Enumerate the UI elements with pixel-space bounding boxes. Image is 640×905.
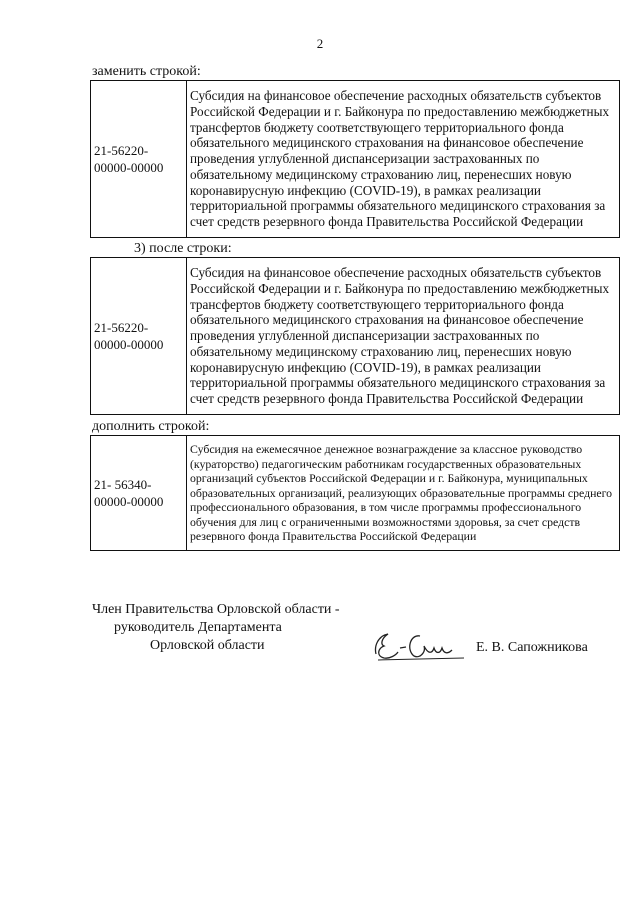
table-row	[91, 81, 620, 238]
section-1-intro: заменить строкой:	[92, 64, 201, 79]
signatory-title-line-1: Член Правительства Орловской области -	[92, 602, 340, 617]
subsidy-description: Субсидия на финансовое обеспечение расходных обязательств субъектов Российской Федерации и г. Байконура по предоставлению межбюджетных трансфертов бюджету соответствующего территориального фонда обязательного медицинского страхования на финансовое обеспечение проведения углубленной диспансеризации застрахованных по обязательному медицинскому страхованию лиц, перенесших новую коронавирусную инфекцию (COVID-19), в рамках реализации территориальной программы обязательного медицинского страхования за счет средств резервного фонда Правительства Российской Федерации	[187, 81, 620, 238]
signatory-title-line-2: руководитель Департамента	[114, 620, 282, 635]
handwritten-signature	[368, 624, 468, 664]
section-2-intro: 3) после строки:	[134, 241, 232, 256]
section-1-table	[90, 80, 620, 238]
table-row	[91, 436, 620, 551]
budget-code: 21- 56340-00000-00000	[91, 436, 187, 551]
section-2-table	[90, 257, 620, 415]
subsidy-description: Субсидия на финансовое обеспечение расходных обязательств субъектов Российской Федерации и г. Байконура по предоставлению межбюджетных трансфертов бюджету соответствующего территориального фонда обязательного медицинского страхования на финансовое обеспечение проведения углубленной диспансеризации застрахованных по обязательному медицинскому страхованию лиц, перенесших новую коронавирусную инфекцию (COVID-19), в рамках реализации территориальной программы обязательного медицинского страхования за счет средств резервного фонда Правительства Российской Федерации	[187, 258, 620, 415]
table-row	[91, 258, 620, 415]
section-3-table	[90, 435, 620, 551]
subsidy-description: Субсидия на ежемесячное денежное вознаграждение за классное руководство (кураторство) педагогическим работникам государственных образовательных организаций субъектов Российской Федерации и г. Байконура, муниципальных образовательных организаций, реализующих образовательные программы среднего профессионального образования, в том числе программы профессионального обучения для лиц с ограниченными возможностями здоровья, за счет средств резервного фонда Правительства Российской Федерации	[187, 436, 620, 551]
signatory-title-line-3: Орловской области	[150, 638, 265, 653]
section-3-intro: дополнить строкой:	[92, 419, 210, 434]
budget-code: 21-56220-00000-00000	[91, 258, 187, 415]
page-number: 2	[316, 36, 324, 51]
budget-code: 21-56220-00000-00000	[91, 81, 187, 238]
signatory-name: Е. В. Сапожникова	[476, 640, 588, 655]
